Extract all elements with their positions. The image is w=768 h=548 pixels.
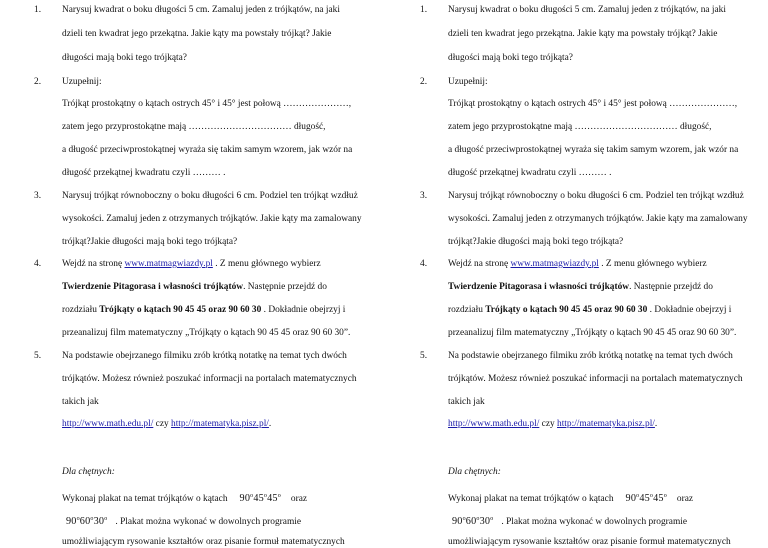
volunteers-line-2 <box>66 513 301 528</box>
item-4-line-4: przeanalizuj film matematyczny „Trójkąty o kątach 90 45 45 oraz 90 60 30”. <box>62 328 351 338</box>
volunteers-text: oraz <box>290 494 308 504</box>
volunteers-text: oraz <box>676 494 694 504</box>
menu-path-bold: Twierdzenie Pitagorasa i własności trójkątów <box>62 282 244 292</box>
item-5-line-3: takich jak <box>448 397 485 407</box>
volunteers-line-3: umożliwiającym rysowanie kształtów oraz pisanie formuł matematycznych <box>448 537 731 547</box>
item-4-number: 4. <box>420 259 428 269</box>
item-5-number: 5. <box>34 351 42 361</box>
volunteers-text: Wykonaj plakat na temat trójkątów o kątach <box>448 494 614 504</box>
volunteers-line-1 <box>448 490 693 505</box>
item-4-line-3 <box>448 304 731 316</box>
degree-mark: o <box>476 516 480 522</box>
angle-value: 30 <box>479 516 491 527</box>
item-4-text: rozdziału <box>448 305 486 315</box>
matmagwiazdy-link[interactable]: www.matmagwiazdy.pl <box>124 259 213 269</box>
degree-mark: o <box>277 493 281 499</box>
item-4-text: . Dokładnie obejrzyj i <box>261 305 346 315</box>
volunteers-line-1 <box>62 490 307 505</box>
item-4-number: 4. <box>34 259 42 269</box>
item-4-line-1 <box>448 258 707 270</box>
item-4-text: . Następnie przejdź do <box>243 282 327 292</box>
angles-90-60-30 <box>452 516 493 527</box>
item-2-number: 2. <box>34 77 42 87</box>
item-3-line-2: wysokości. Zamaluj jeden z otrzymanych trójkątów. Jakie kąty ma zamalowany <box>62 214 362 224</box>
angles-90-45-45 <box>240 493 281 504</box>
volunteers-heading: Dla chętnych: <box>62 467 115 477</box>
angle-value: 30 <box>93 516 105 527</box>
item-5-line-3: takich jak <box>62 397 99 407</box>
item-3-line-1: Narysuj trójkąt równoboczny o boku długości 6 cm. Podziel ten trójkąt wzdłuż <box>448 191 744 201</box>
link-end: . <box>268 419 272 429</box>
volunteers-heading: Dla chętnych: <box>448 467 501 477</box>
item-1-line-3: długości mają boki tego trójkąta? <box>448 53 573 63</box>
angle-value: 45 <box>253 493 264 504</box>
item-4-text: . Z menu głównego wybierz <box>212 259 321 269</box>
item-1-line-2: dzieli ten kwadrat jego przekątna. Jakie kąty ma powstały trójkąt? Jakie <box>448 29 718 39</box>
degree-mark: o <box>649 493 654 499</box>
item-3-number: 3. <box>34 191 42 201</box>
volunteers-text: . Plakat można wykonać w dowolnych programie <box>115 517 302 527</box>
item-2-number: 2. <box>420 77 428 87</box>
volunteers-line-2 <box>452 513 687 528</box>
item-1-line-3: długości mają boki tego trójkąta? <box>62 53 187 63</box>
menu-path-bold: Twierdzenie Pitagorasa i własności trójkątów <box>448 282 630 292</box>
item-2-line-3: zatem jego przyprostokątne mają …………………………… długość, <box>448 122 712 132</box>
matematyka-pisz-link[interactable]: http://matematyka.pisz.pl/ <box>557 419 655 429</box>
item-2-line-4: a długość przeciwprostokątnej wyraża się takim samym wzorem, jak wzór na <box>62 145 353 155</box>
item-5-number: 5. <box>420 351 428 361</box>
item-4-line-2 <box>62 281 327 293</box>
angles-90-60-30 <box>66 516 107 527</box>
item-1-number: 1. <box>34 5 42 15</box>
degree-mark: o <box>104 516 108 522</box>
angle-value: 90 <box>452 516 463 527</box>
item-2-line-1: Uzupełnij: <box>62 77 102 87</box>
item-2-line-5: długość przekątnej kwadratu czyli ……… . <box>62 168 226 178</box>
degree-mark: o <box>90 516 94 522</box>
angle-value: 45 <box>653 493 664 504</box>
degree-mark: o <box>490 516 494 522</box>
item-5-line-2: trójkątów. Możesz również poszukać informacji na portalach matematycznych <box>62 374 357 384</box>
link-connector: czy <box>153 419 172 429</box>
item-4-text: Wejdź na stronę <box>62 259 125 269</box>
math-edu-link[interactable]: http://www.math.edu.pl/ <box>448 419 540 429</box>
link-end: . <box>654 419 658 429</box>
item-4-line-3 <box>62 304 345 316</box>
angle-value: 45 <box>639 493 650 504</box>
angle-value: 45 <box>267 493 278 504</box>
item-1-number: 1. <box>420 5 428 15</box>
degree-mark: o <box>76 516 80 522</box>
item-3-line-1: Narysuj trójkąt równoboczny o boku długości 6 cm. Podziel ten trójkąt wzdłuż <box>62 191 358 201</box>
angle-value: 90 <box>239 493 251 504</box>
angle-value: 60 <box>465 516 477 527</box>
matematyka-pisz-link[interactable]: http://matematyka.pisz.pl/ <box>171 419 269 429</box>
item-2-line-2: Trójkąt prostokątny o kątach ostrych 45° i 45° jest połową …………………, <box>448 99 738 109</box>
angle-value: 90 <box>625 493 637 504</box>
item-4-line-2 <box>448 281 713 293</box>
item-2-line-2: Trójkąt prostokątny o kątach ostrych 45° i 45° jest połową …………………, <box>62 99 352 109</box>
volunteers-text: . Plakat można wykonać w dowolnych programie <box>501 517 688 527</box>
item-2-line-5: długość przekątnej kwadratu czyli ……… . <box>448 168 612 178</box>
math-edu-link[interactable]: http://www.math.edu.pl/ <box>62 419 154 429</box>
item-5-line-1: Na podstawie obejrzanego filmiku zrób krótką notatkę na temat tych dwóch <box>62 351 347 361</box>
matmagwiazdy-link[interactable]: www.matmagwiazdy.pl <box>510 259 599 269</box>
item-1-line-1: Narysuj kwadrat o boku długości 5 cm. Zamaluj jeden z trójkątów, na jaki <box>62 5 340 15</box>
chapter-title-bold: Trójkąty o kątach 90 45 45 oraz 90 60 30 <box>99 305 262 315</box>
item-5-line-2: trójkątów. Możesz również poszukać informacji na portalach matematycznych <box>448 374 743 384</box>
item-4-text: . Dokładnie obejrzyj i <box>647 305 732 315</box>
item-5-links-line <box>448 418 657 430</box>
degree-mark: o <box>462 516 466 522</box>
item-2-line-4: a długość przeciwprostokątnej wyraża się takim samym wzorem, jak wzór na <box>448 145 739 155</box>
item-4-line-1 <box>62 258 321 270</box>
item-4-text: rozdziału <box>62 305 100 315</box>
chapter-title-bold: Trójkąty o kątach 90 45 45 oraz 90 60 30 <box>485 305 648 315</box>
item-4-text: Wejdź na stronę <box>448 259 511 269</box>
worksheet-column-left <box>0 0 362 547</box>
item-3-number: 3. <box>420 191 428 201</box>
item-5-line-1: Na podstawie obejrzanego filmiku zrób krótką notatkę na temat tych dwóch <box>448 351 733 361</box>
item-3-line-3: trójkąt?Jakie długości mają boki tego trójkąta? <box>448 237 624 247</box>
item-3-line-3: trójkąt?Jakie długości mają boki tego trójkąta? <box>62 237 238 247</box>
item-3-line-2: wysokości. Zamaluj jeden z otrzymanych trójkątów. Jakie kąty ma zamalowany <box>448 214 748 224</box>
degree-mark: o <box>263 493 268 499</box>
angle-value: 60 <box>79 516 91 527</box>
item-4-text: . Następnie przejdź do <box>629 282 713 292</box>
item-2-line-3: zatem jego przyprostokątne mają …………………………… długość, <box>62 122 326 132</box>
volunteers-text: Wykonaj plakat na temat trójkątów o kątach <box>62 494 228 504</box>
degree-mark: o <box>250 493 254 499</box>
volunteers-line-3: umożliwiającym rysowanie kształtów oraz pisanie formuł matematycznych <box>62 537 345 547</box>
item-5-links-line <box>62 418 271 430</box>
angle-value: 90 <box>66 516 77 527</box>
item-4-text: . Z menu głównego wybierz <box>598 259 707 269</box>
degree-mark: o <box>663 493 667 499</box>
link-connector: czy <box>539 419 558 429</box>
worksheet-column-right <box>386 0 748 547</box>
angles-90-45-45 <box>626 493 667 504</box>
item-1-line-1: Narysuj kwadrat o boku długości 5 cm. Zamaluj jeden z trójkątów, na jaki <box>448 5 726 15</box>
item-2-line-1: Uzupełnij: <box>448 77 488 87</box>
item-1-line-2: dzieli ten kwadrat jego przekątna. Jakie kąty ma powstały trójkąt? Jakie <box>62 29 332 39</box>
item-4-line-4: przeanalizuj film matematyczny „Trójkąty o kątach 90 45 45 oraz 90 60 30”. <box>448 328 737 338</box>
degree-mark: o <box>636 493 640 499</box>
